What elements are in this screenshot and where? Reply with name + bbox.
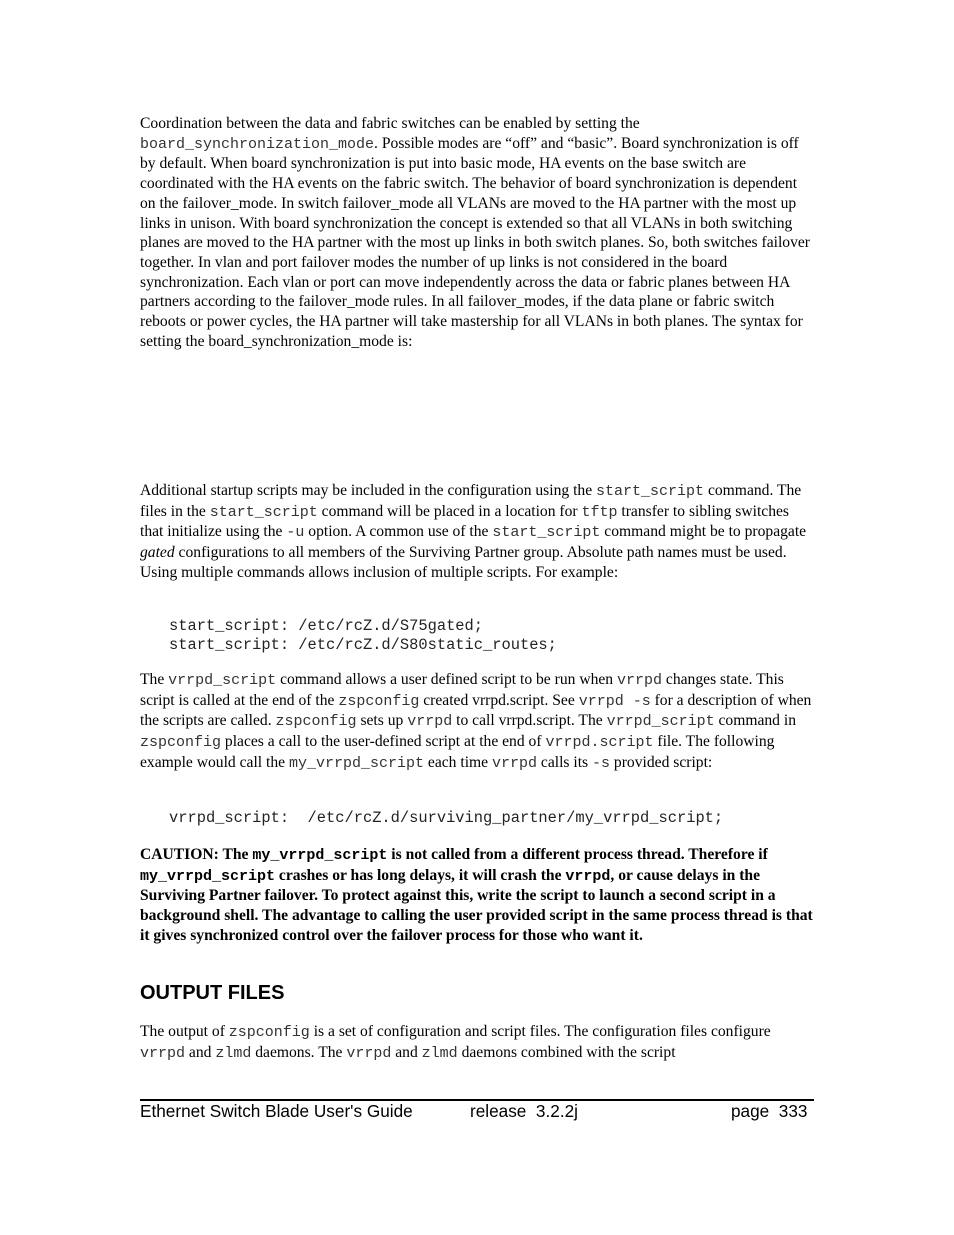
- text-run: is not called from a different process thread. Therefore if: [387, 846, 768, 863]
- code-line: start_script: /etc/rcZ.d/S80static_routes;: [169, 636, 557, 654]
- code-run: vrrpd: [565, 867, 611, 885]
- text-run: changes state. This script is called at the end of the: [140, 671, 784, 709]
- section-heading-output-files: OUTPUT FILES: [140, 982, 285, 1004]
- text-run: and: [391, 1043, 422, 1061]
- text-run: command allows a user defined script to be run when: [276, 671, 617, 688]
- code-run: vrrpd: [617, 672, 663, 689]
- code-run: start_script: [492, 524, 601, 542]
- footer-page-number: page 333: [731, 1101, 808, 1121]
- text-run: to call vrrpd.script. The: [452, 712, 607, 730]
- code-run: vrrpd: [346, 1044, 392, 1062]
- text-run: provided script:: [610, 753, 713, 771]
- code-run: vrrpd.script: [545, 734, 654, 752]
- code-run: my_vrrpd_script: [140, 867, 276, 885]
- text-run: , or cause delays in the Surviving Partner failover. To protect against this, write the script to launch a second script in a background shell. The advantage to calling the user provided script in the same process thread is that it gives synchronized control over the failover process for those who want it.: [140, 866, 813, 944]
- code-run: vrrpd -s: [578, 692, 651, 710]
- code-run: tftp: [581, 503, 618, 521]
- code-run: vrrpd: [140, 1044, 186, 1062]
- code-run: start_script: [209, 503, 318, 521]
- text-run: created vrrpd.script. See: [419, 691, 579, 709]
- code-run: my_vrrpd_script: [288, 754, 424, 772]
- code-run: zlmd: [215, 1044, 252, 1062]
- text-run: command in: [714, 712, 797, 730]
- code-run: zspconfig: [275, 713, 357, 731]
- text-run: and: [185, 1043, 216, 1061]
- code-run: zlmd: [421, 1044, 458, 1062]
- code-run: start_script: [596, 483, 705, 500]
- text-run: CAUTION: The: [140, 846, 253, 863]
- text-run: command might be to propagate: [600, 523, 807, 541]
- text-run: . Possible modes are “off” and “basic”. Board synchronization is off by default. When board synchronization is put into basic mode, HA events on the base switch are coordinated with the HA events on the fabric switch. The behavior of board synchronization is dependent on the failover_mode. In switch failover_mode all VLANs are moved to the HA partner with the most up links in unison. With board synchronization the concept is extended so that all VLANs in both switching planes are moved to the HA partner with the most up links in both switch planes. So, both switches failover together. In vlan and port failover modes the number of up links is not considered in the board synchronization. Each vlan or port can move independently across the data or fabric planes between HA partners according to the failover_mode rules. In all failover_modes, if the data plane or fabric switch reboots or power cycles, the HA partner will take mastership for all VLANs in both planes. The syntax for setting the board_synchronization_mode is:: [140, 134, 810, 350]
- code-run: vrrpd: [407, 713, 453, 731]
- code-run: my_vrrpd_script: [252, 847, 388, 864]
- caution-paragraph: [140, 845, 816, 946]
- text-run: command will be placed in a location for: [317, 502, 582, 520]
- paragraph-vrrpd-script: [140, 670, 816, 774]
- text-run: daemons combined with the script: [457, 1043, 676, 1061]
- paragraph-board-synchronization: [140, 114, 816, 351]
- code-run: zspconfig: [140, 734, 222, 752]
- text-run: transfer to sibling switches that initialize using the: [140, 502, 790, 541]
- text-run: command. The files in the: [140, 482, 802, 520]
- paragraph-start-script: [140, 481, 816, 583]
- code-example-start-script: [169, 617, 557, 655]
- code-line: start_script: /etc/rcZ.d/S75gated;: [169, 617, 484, 635]
- code-run: vrrpd_script: [606, 713, 715, 731]
- text-run: for a description of when the scripts are called.: [140, 691, 812, 730]
- footer-release: release 3.2.2j: [470, 1101, 578, 1121]
- text-run: crashes or has long delays, it will crash the: [275, 866, 566, 884]
- text-run: configurations to all members of the Surviving Partner group. Absolute path names must be used. Using multiple commands allows inclusion of multiple scripts. For example:: [140, 544, 787, 581]
- text-run: daemons. The: [251, 1043, 347, 1061]
- code-run: zspconfig: [228, 1024, 310, 1041]
- code-run: zspconfig: [338, 692, 420, 710]
- code-run: -s: [592, 754, 611, 772]
- text-run: option. A common use of the: [304, 523, 493, 541]
- paragraph-output-files: [140, 1022, 816, 1063]
- code-run: -u: [286, 524, 305, 542]
- text-run: is a set of configuration and script files. The configuration files configure: [309, 1023, 771, 1040]
- footer-title: Ethernet Switch Blade User's Guide: [140, 1101, 413, 1121]
- code-line: vrrpd_script: /etc/rcZ.d/surviving_partner/my_vrrpd_script;: [169, 809, 724, 827]
- text-run: each time: [424, 753, 492, 771]
- text-run: file. The following example would call the: [140, 733, 775, 771]
- code-run: vrrpd_script: [168, 672, 277, 689]
- text-run: Additional startup scripts may be included in the configuration using the: [140, 482, 597, 499]
- code-run: vrrpd: [491, 754, 537, 772]
- text-run: calls its: [537, 753, 593, 771]
- italic-run: gated: [140, 544, 175, 562]
- text-run: The output of: [140, 1023, 229, 1040]
- code-example-vrrpd-script: [169, 809, 723, 828]
- text-run: sets up: [356, 712, 408, 730]
- text-run: Coordination between the data and fabric switches can be enabled by setting the: [140, 115, 640, 132]
- text-run: The: [140, 671, 169, 688]
- text-run: places a call to the user-defined script at the end of: [221, 733, 546, 751]
- code-run: board_synchronization_mode: [140, 135, 375, 153]
